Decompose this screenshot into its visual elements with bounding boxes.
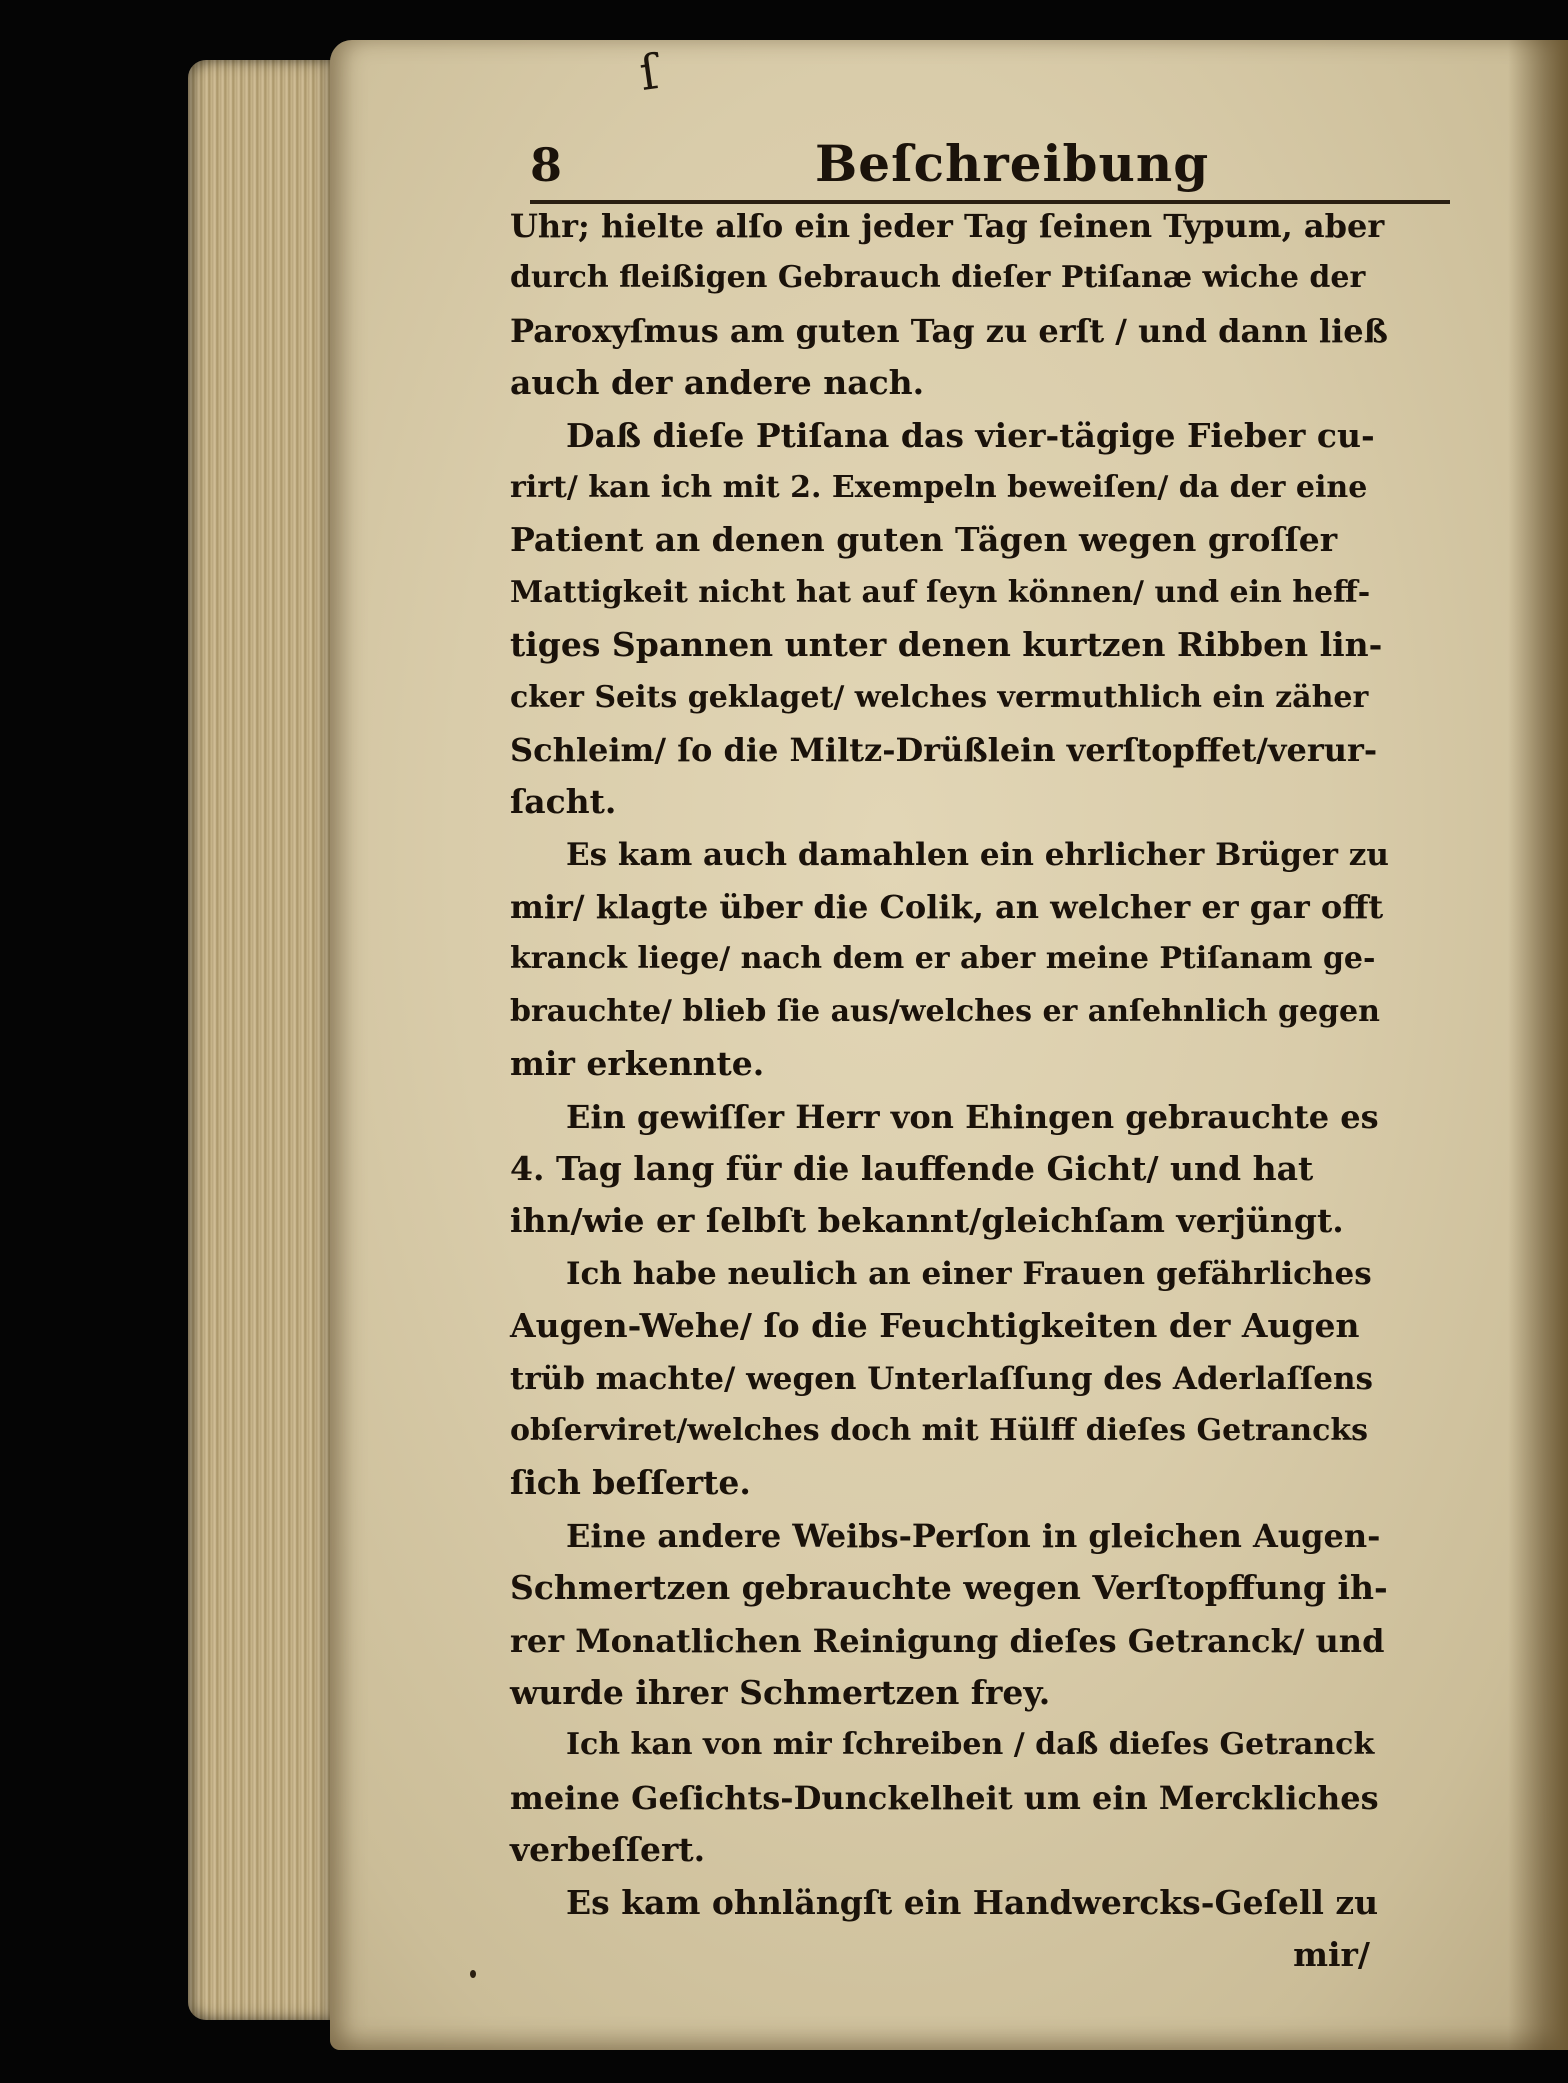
gutter-shadow [1508, 40, 1568, 2050]
text-line: ſich beſſerte. [510, 1463, 751, 1503]
text-line: brauchte/ blieb ſie aus/welches er anſehnlich gegen [510, 993, 1380, 1029]
text-line: Daß dieſe Ptiſana das vier-tägige Fieber cu- [566, 415, 1375, 455]
text-line: Eine andere Weibs-Perſon in gleichen Augen- [566, 1516, 1381, 1555]
text-line: Paroxyſmus am guten Tag zu erſt / und dann ließ [510, 311, 1388, 350]
text-line: mir/ klagte über die Colik, an welcher er gar offt [510, 888, 1384, 927]
text-line: wurde ihrer Schmertzen frey. [510, 1672, 1051, 1712]
text-line: kranck liege/ nach dem er aber meine Ptiſanam ge- [510, 941, 1376, 977]
text-line: Es kam auch damahlen ein ehrlicher Brüger zu [566, 836, 1389, 873]
text-line: Ich habe neulich an einer Frauen gefährliches [566, 1255, 1372, 1292]
text-line: Mattigkeit nicht hat auf ſeyn können/ und ein heff- [510, 574, 1371, 610]
text-line: trüb machte/ wegen Unterlaſſung des Aderlaſſens [510, 1360, 1373, 1397]
text-line: rirt/ kan ich mit 2. Exempeln beweiſen/ da der eine [510, 469, 1368, 505]
text-line: cker Seits geklaget/ welches vermuthlich ein zäher [510, 679, 1369, 715]
text-line: tiges Spannen unter denen kurtzen Ribben lin- [510, 625, 1383, 665]
text-line: Patient an denen guten Tägen wegen groſſer [510, 520, 1338, 560]
text-line: Ich kan von mir ſchreiben / daß dieſes Getranck [566, 1727, 1375, 1763]
text-line: auch der andere nach. [510, 363, 925, 403]
text-line: rer Monatlichen Reinigung dieſes Getranck/ und [510, 1621, 1385, 1660]
text-line: mir erkennte. [510, 1044, 765, 1084]
page-edges [188, 60, 338, 2020]
text-line: ihn/wie er ſelbſt bekannt/gleichſam verjüngt. [510, 1201, 1344, 1241]
text-line: ſacht. [510, 782, 617, 822]
text-line: Es kam ohnlängſt ein Handwercks-Geſell zu [566, 1882, 1379, 1922]
text-line: durch fleißigen Gebrauch dieſer Ptiſanæ wiche der [510, 260, 1366, 296]
page-number: 8 [530, 138, 563, 192]
body-text [510, 200, 1390, 1981]
text-line: Schleim/ ſo die Miltz-Drüßlein verſtopffet/verur- [510, 730, 1378, 769]
folio-mark: ſ [636, 44, 662, 102]
text-line: 4. Tag lang für die lauffende Gicht/ und hat [510, 1149, 1314, 1189]
text-line: obſerviret/welches doch mit Hülff dieſes Getrancks [510, 1412, 1369, 1448]
page-header [340, 134, 1400, 198]
running-title: Beſchreibung [815, 134, 1210, 193]
text-line: Schmertzen gebrauchte wegen Verſtopffung ih- [510, 1568, 1388, 1608]
text-line: Uhr; hielte alſo ein jeder Tag ſeinen Typum, aber [510, 207, 1385, 245]
text-line: Augen-Wehe/ ſo die Feuchtigkeiten der Augen [510, 1306, 1360, 1346]
text-line: mir/ [1293, 1934, 1370, 1974]
margin-dot [470, 1970, 476, 1978]
text-line: Ein gewiſſer Herr von Ehingen gebrauchte es [566, 1097, 1379, 1136]
text-line: meine Geſichts-Dunckelheit um ein Merckliches [510, 1778, 1379, 1817]
text-line: verbeſſert. [510, 1830, 706, 1870]
